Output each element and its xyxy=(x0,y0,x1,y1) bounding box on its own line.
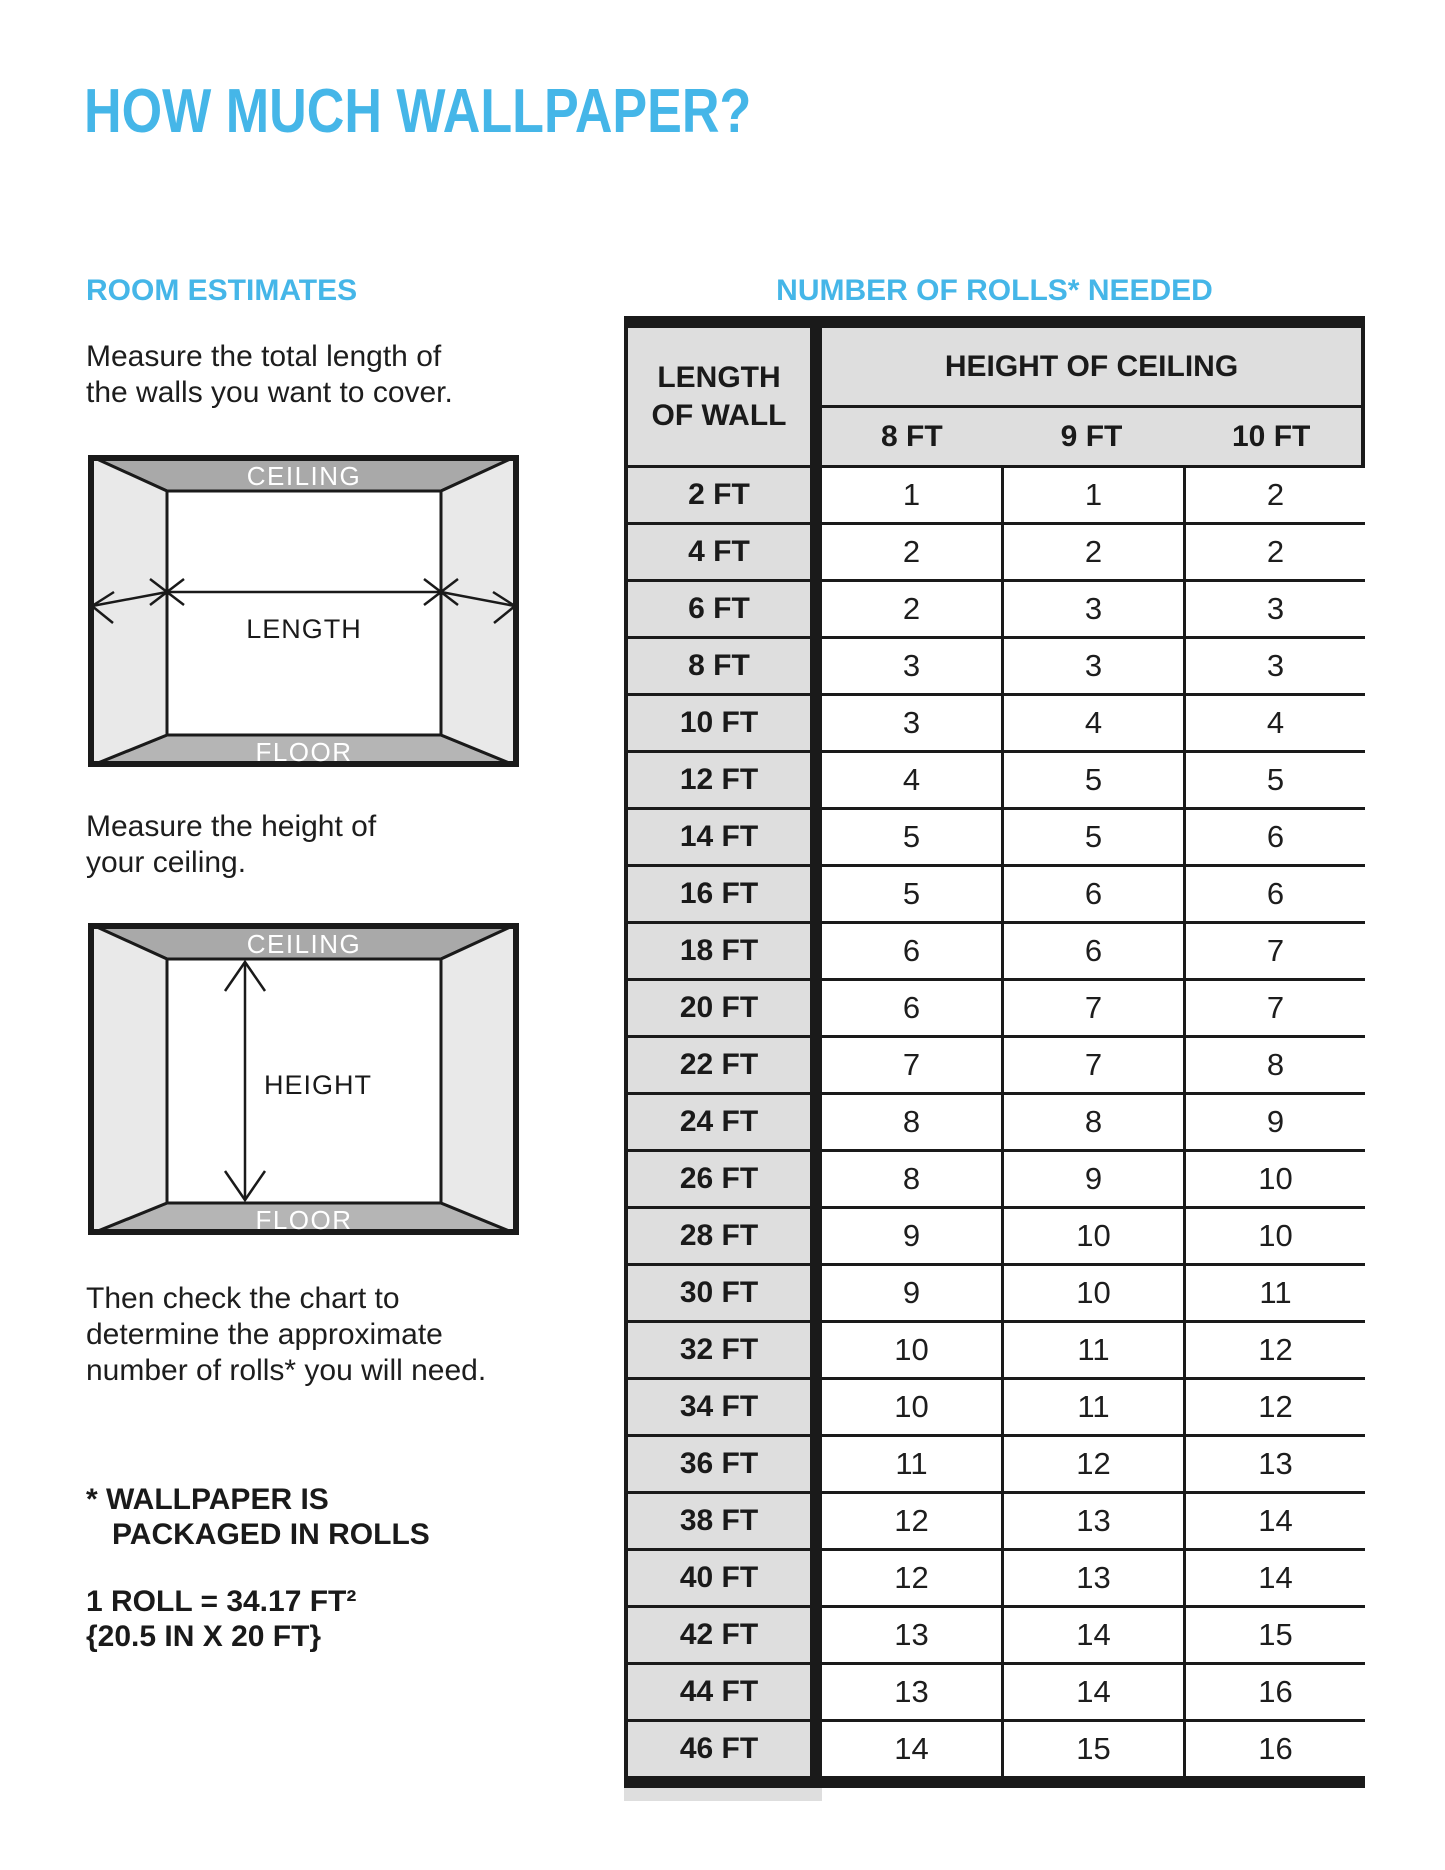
roll-count-cell: 12 xyxy=(1001,1434,1183,1491)
wall-length-label: 8 FT xyxy=(624,636,810,693)
roll-count-cell: 4 xyxy=(822,750,1001,807)
roll-size-info xyxy=(86,1584,356,1654)
height-instruction-line1: Measure the height of xyxy=(86,810,377,843)
roll-size-line1: 1 ROLL = 34.17 FT² xyxy=(86,1585,357,1618)
table-row xyxy=(624,1206,1365,1263)
table-row xyxy=(624,921,1365,978)
ceiling-label: CEILING xyxy=(246,461,362,491)
column-divider xyxy=(810,465,822,522)
wall-length-label: 28 FT xyxy=(624,1206,810,1263)
table-row xyxy=(624,636,1365,693)
roll-count-cell: 3 xyxy=(1183,579,1365,636)
roll-count-cell: 10 xyxy=(1001,1206,1183,1263)
roll-count-cell: 7 xyxy=(1183,921,1365,978)
column-divider xyxy=(810,1263,822,1320)
roll-count-cell: 2 xyxy=(1183,522,1365,579)
wall-length-label: 30 FT xyxy=(624,1263,810,1320)
wall-length-label: 10 FT xyxy=(624,693,810,750)
roll-count-cell: 9 xyxy=(1183,1092,1365,1149)
wall-length-label: 12 FT xyxy=(624,750,810,807)
roll-count-cell: 3 xyxy=(1183,636,1365,693)
page-title: HOW MUCH WALLPAPER? xyxy=(84,77,752,146)
roll-count-cell: 13 xyxy=(1001,1491,1183,1548)
roll-count-cell: 4 xyxy=(1001,693,1183,750)
column-divider xyxy=(810,1491,822,1548)
roll-count-cell: 14 xyxy=(1183,1491,1365,1548)
roll-count-cell: 11 xyxy=(1001,1377,1183,1434)
roll-count-cell: 6 xyxy=(822,921,1001,978)
wall-length-label: 18 FT xyxy=(624,921,810,978)
height-label: HEIGHT xyxy=(264,1070,373,1100)
roll-count-cell: 1 xyxy=(1001,465,1183,522)
floor-label: FLOOR xyxy=(255,737,353,767)
chart-instruction-line3: number of rolls* you will need. xyxy=(86,1354,487,1387)
length-instruction xyxy=(86,339,453,411)
table-row xyxy=(624,1377,1365,1434)
column-divider xyxy=(810,1320,822,1377)
column-divider xyxy=(810,1605,822,1662)
chart-instruction-line1: Then check the chart to xyxy=(86,1282,400,1315)
wall-length-label: 14 FT xyxy=(624,807,810,864)
column-divider xyxy=(810,864,822,921)
chart-instruction-line2: determine the approximate xyxy=(86,1318,443,1351)
roll-count-cell: 7 xyxy=(1001,978,1183,1035)
roll-count-cell: 6 xyxy=(1001,921,1183,978)
roll-count-cell: 14 xyxy=(1183,1548,1365,1605)
roll-count-cell: 13 xyxy=(822,1662,1001,1719)
roll-count-cell: 11 xyxy=(1183,1263,1365,1320)
table-row xyxy=(624,465,1365,522)
table-row xyxy=(624,522,1365,579)
roll-count-cell: 10 xyxy=(1183,1149,1365,1206)
floor-label: FLOOR xyxy=(255,1205,353,1235)
column-header-9ft: 9 FT xyxy=(1060,419,1123,453)
roll-count-cell: 6 xyxy=(1183,864,1365,921)
roll-count-cell: 1 xyxy=(822,465,1001,522)
column-divider xyxy=(810,807,822,864)
roll-count-cell: 12 xyxy=(822,1548,1001,1605)
table-row xyxy=(624,807,1365,864)
ceiling-height-diagram xyxy=(88,923,519,1235)
column-divider xyxy=(810,1149,822,1206)
roll-count-cell: 15 xyxy=(1183,1605,1365,1662)
table-row xyxy=(624,750,1365,807)
wall-length-label: 32 FT xyxy=(624,1320,810,1377)
length-of-wall-header xyxy=(624,328,810,465)
height-instruction xyxy=(86,809,376,881)
wall-length-label: 34 FT xyxy=(624,1377,810,1434)
column-divider xyxy=(810,522,822,579)
rolls-table xyxy=(624,316,1365,1801)
length-instruction-line2: the walls you want to cover. xyxy=(86,376,453,409)
right-wall-surface xyxy=(441,923,519,1235)
chart-instruction xyxy=(86,1281,486,1389)
wall-length-label: 24 FT xyxy=(624,1092,810,1149)
length-of-wall-header-line2: OF WALL xyxy=(651,398,787,432)
column-divider xyxy=(810,1035,822,1092)
table-row xyxy=(624,1092,1365,1149)
roll-count-cell: 2 xyxy=(822,522,1001,579)
table-row xyxy=(624,1263,1365,1320)
roll-count-cell: 10 xyxy=(822,1377,1001,1434)
roll-count-cell: 4 xyxy=(1183,693,1365,750)
rolls-footnote-line1: * WALLPAPER IS xyxy=(86,1483,329,1516)
table-footer-stub xyxy=(624,1788,822,1801)
table-row xyxy=(624,579,1365,636)
roll-count-cell: 13 xyxy=(822,1605,1001,1662)
roll-count-cell: 2 xyxy=(1001,522,1183,579)
column-divider xyxy=(810,328,822,465)
rolls-footnote xyxy=(86,1482,430,1552)
back-wall-surface xyxy=(167,491,441,735)
roll-count-cell: 10 xyxy=(822,1320,1001,1377)
roll-count-cell: 6 xyxy=(1183,807,1365,864)
length-instruction-line1: Measure the total length of xyxy=(86,340,442,373)
wall-length-label: 26 FT xyxy=(624,1149,810,1206)
roll-count-cell: 13 xyxy=(1001,1548,1183,1605)
ceiling-label: CEILING xyxy=(246,929,362,959)
table-row xyxy=(624,1662,1365,1719)
table-row xyxy=(624,1149,1365,1206)
wall-length-label: 20 FT xyxy=(624,978,810,1035)
height-of-ceiling-header: HEIGHT OF CEILING xyxy=(822,328,1361,405)
roll-count-cell: 14 xyxy=(822,1719,1001,1776)
rolls-footnote-line2: PACKAGED IN ROLLS xyxy=(112,1518,430,1551)
roll-count-cell: 10 xyxy=(1183,1206,1365,1263)
roll-count-cell: 5 xyxy=(1001,807,1183,864)
wall-length-label: 4 FT xyxy=(624,522,810,579)
roll-count-cell: 11 xyxy=(822,1434,1001,1491)
table-row xyxy=(624,1035,1365,1092)
roll-count-cell: 7 xyxy=(1183,978,1365,1035)
table-header xyxy=(624,328,1365,465)
roll-count-cell: 5 xyxy=(1183,750,1365,807)
column-header-10ft: 10 FT xyxy=(1232,419,1311,453)
table-row xyxy=(624,1548,1365,1605)
column-divider xyxy=(810,1434,822,1491)
roll-count-cell: 3 xyxy=(1001,636,1183,693)
table-row xyxy=(624,978,1365,1035)
roll-count-cell: 11 xyxy=(1001,1320,1183,1377)
column-divider xyxy=(810,750,822,807)
roll-count-cell: 8 xyxy=(822,1149,1001,1206)
roll-count-cell: 12 xyxy=(1183,1320,1365,1377)
roll-count-cell: 16 xyxy=(1183,1719,1365,1776)
roll-count-cell: 12 xyxy=(1183,1377,1365,1434)
column-header-8ft: 8 FT xyxy=(881,419,943,453)
column-divider xyxy=(810,693,822,750)
column-divider xyxy=(810,1092,822,1149)
roll-count-cell: 3 xyxy=(822,636,1001,693)
roll-count-cell: 7 xyxy=(1001,1035,1183,1092)
roll-count-cell: 2 xyxy=(822,579,1001,636)
wall-length-label: 36 FT xyxy=(624,1434,810,1491)
roll-count-cell: 9 xyxy=(822,1263,1001,1320)
table-bottom-border xyxy=(624,1776,1365,1788)
roll-count-cell: 5 xyxy=(822,864,1001,921)
table-row xyxy=(624,1320,1365,1377)
column-divider xyxy=(810,1206,822,1263)
table-row xyxy=(624,1605,1365,1662)
roll-count-cell: 8 xyxy=(1183,1035,1365,1092)
wall-length-label: 42 FT xyxy=(624,1605,810,1662)
roll-count-cell: 5 xyxy=(1001,750,1183,807)
roll-size-line2: {20.5 IN X 20 FT} xyxy=(86,1620,322,1653)
wall-length-label: 6 FT xyxy=(624,579,810,636)
roll-count-cell: 8 xyxy=(1001,1092,1183,1149)
column-divider xyxy=(810,579,822,636)
table-body xyxy=(624,465,1365,1776)
roll-count-cell: 16 xyxy=(1183,1662,1365,1719)
ceiling-height-header-group xyxy=(822,328,1365,465)
roll-count-cell: 9 xyxy=(1001,1149,1183,1206)
column-divider xyxy=(810,1662,822,1719)
roll-count-cell: 13 xyxy=(1183,1434,1365,1491)
column-divider xyxy=(810,636,822,693)
column-divider xyxy=(810,1719,822,1776)
ceiling-height-columns xyxy=(822,408,1361,465)
column-divider xyxy=(810,1548,822,1605)
roll-count-cell: 14 xyxy=(1001,1662,1183,1719)
wall-length-label: 40 FT xyxy=(624,1548,810,1605)
table-row xyxy=(624,1434,1365,1491)
roll-count-cell: 8 xyxy=(822,1092,1001,1149)
roll-count-cell: 12 xyxy=(822,1491,1001,1548)
room-estimates-heading: ROOM ESTIMATES xyxy=(86,274,358,307)
left-wall-surface xyxy=(88,923,167,1235)
roll-count-cell: 6 xyxy=(1001,864,1183,921)
wall-length-label: 22 FT xyxy=(624,1035,810,1092)
roll-count-cell: 2 xyxy=(1183,465,1365,522)
roll-count-cell: 3 xyxy=(822,693,1001,750)
column-divider xyxy=(810,978,822,1035)
length-of-wall-header-line1: LENGTH xyxy=(657,360,781,394)
room-length-diagram xyxy=(88,455,519,767)
roll-count-cell: 7 xyxy=(822,1035,1001,1092)
roll-count-cell: 15 xyxy=(1001,1719,1183,1776)
column-divider xyxy=(810,1377,822,1434)
rolls-needed-heading: NUMBER OF ROLLS* NEEDED xyxy=(776,274,1213,307)
table-row xyxy=(624,1719,1365,1776)
roll-count-cell: 9 xyxy=(822,1206,1001,1263)
table-row xyxy=(624,1491,1365,1548)
wall-length-label: 44 FT xyxy=(624,1662,810,1719)
table-row xyxy=(624,864,1365,921)
length-label: LENGTH xyxy=(246,614,362,644)
wall-length-label: 16 FT xyxy=(624,864,810,921)
height-instruction-line2: your ceiling. xyxy=(86,846,247,879)
table-row xyxy=(624,693,1365,750)
column-divider xyxy=(810,921,822,978)
roll-count-cell: 3 xyxy=(1001,579,1183,636)
wall-length-label: 38 FT xyxy=(624,1491,810,1548)
roll-count-cell: 14 xyxy=(1001,1605,1183,1662)
wall-length-label: 46 FT xyxy=(624,1719,810,1776)
roll-count-cell: 6 xyxy=(822,978,1001,1035)
table-top-border xyxy=(624,316,1365,328)
roll-count-cell: 5 xyxy=(822,807,1001,864)
roll-count-cell: 10 xyxy=(1001,1263,1183,1320)
wall-length-label: 2 FT xyxy=(624,465,810,522)
